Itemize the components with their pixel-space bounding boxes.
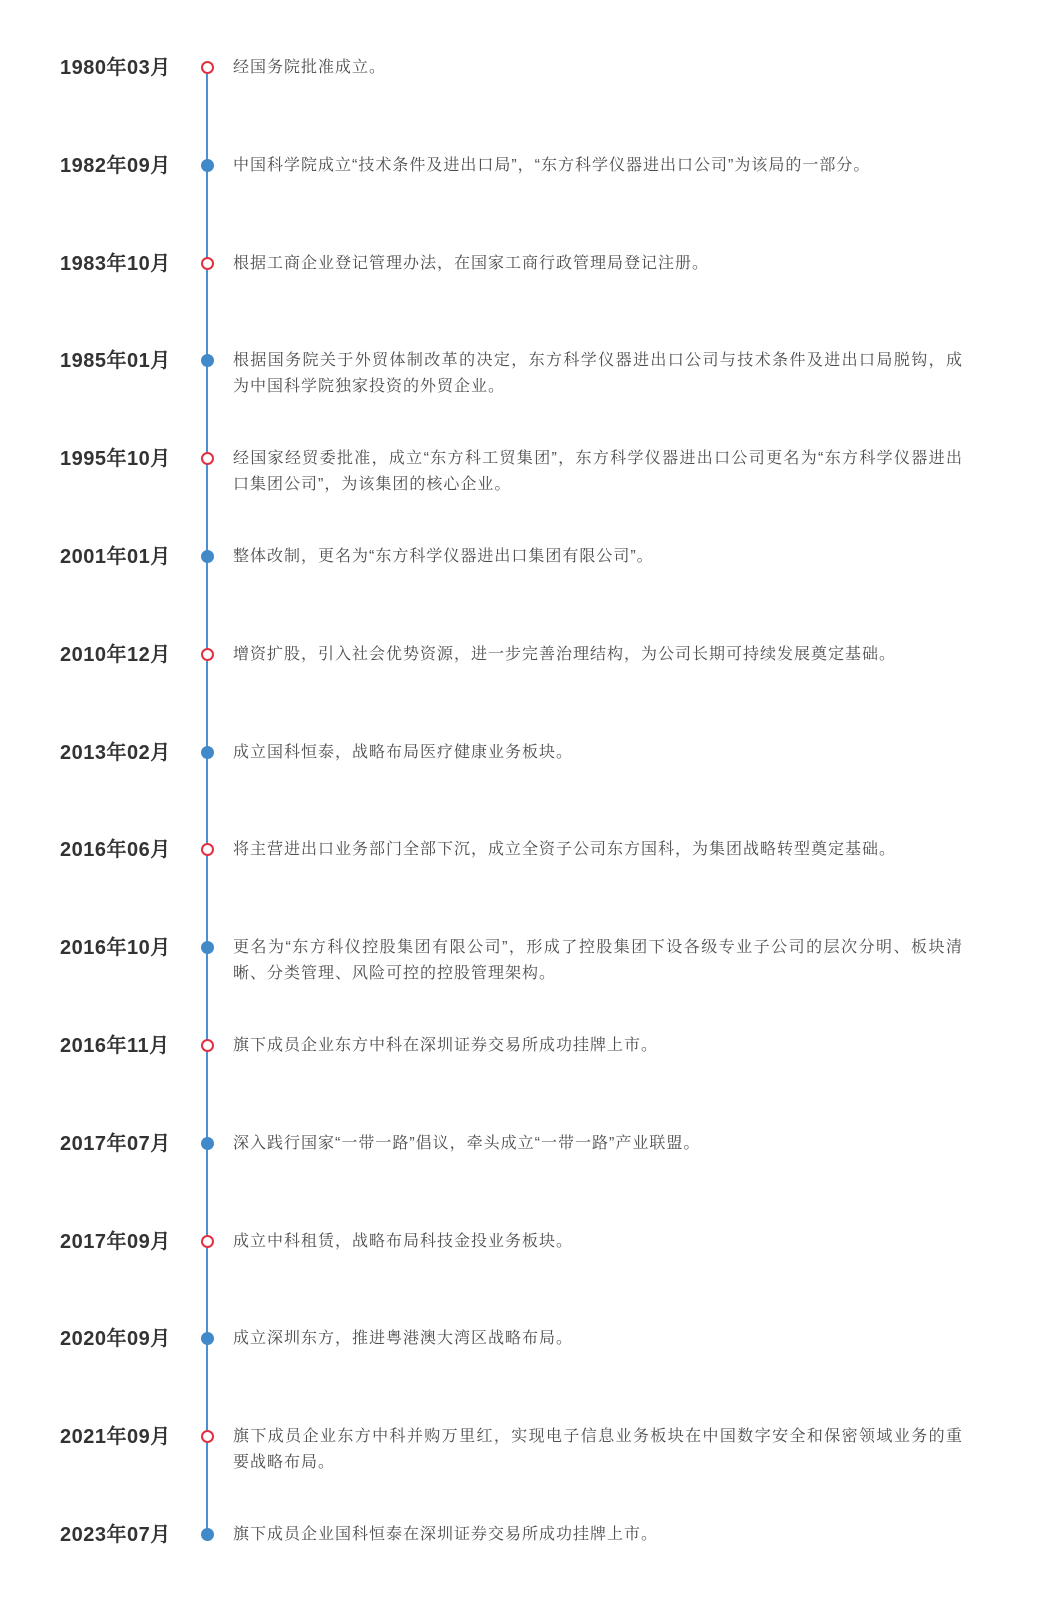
timeline-description: 根据国务院关于外贸体制改革的决定，东方科学仪器进出口公司与技术条件及进出口局脱钩，成为中国科学院独家投资的外贸企业。 [233,352,963,396]
timeline-description: 经国务院批准成立。 [233,59,387,76]
timeline-description: 整体改制，更名为“东方科学仪器进出口集团有限公司”。 [233,548,654,565]
marker-ring-icon [201,61,214,74]
timeline-description: 成立中科租赁，战略布局科技金投业务板块。 [233,1232,574,1250]
marker-dot-icon [201,1332,214,1345]
timeline-item [0,445,1064,494]
marker-ring-icon [201,452,214,465]
timeline-description: 旗下成员企业国科恒泰在深圳证券交易所成功挂牌上市。 [233,1526,659,1543]
timeline-item [0,250,1064,278]
timeline-item [0,1521,1064,1549]
marker-dot-icon [201,354,214,367]
timeline-date: 2017年07月 [60,1132,171,1155]
timeline-item [0,543,1064,571]
marker-dot-icon [201,159,214,172]
marker-ring-icon [201,257,214,270]
timeline-date: 1995年10月 [60,448,171,471]
timeline-description: 经国家经贸委批准，成立“东方科工贸集团”，东方科学仪器进出口公司更名为“东方科学仪器进出口集团公司”，为该集团的核心企业。 [233,450,963,494]
timeline-date: 2017年09月 [60,1230,171,1253]
timeline-date: 1980年03月 [60,57,171,79]
timeline-date: 1985年01月 [60,350,171,373]
timeline-date: 1982年09月 [60,154,171,177]
timeline-description: 根据工商企业登记管理办法，在国家工商行政管理局登记注册。 [233,254,710,272]
timeline-item [0,1228,1064,1256]
timeline-date: 2010年12月 [60,643,171,666]
marker-ring-icon [201,1039,214,1052]
timeline-item [0,739,1064,767]
timeline-description: 深入践行国家“一带一路”倡议，牵头成立“一带一路”产业联盟。 [233,1134,701,1152]
timeline-item [0,1423,1064,1472]
timeline-item [0,152,1064,180]
timeline-item [0,347,1064,396]
timeline-item [0,54,1064,82]
marker-dot-icon [201,746,214,759]
timeline-item [0,934,1064,983]
timeline-date: 2023年07月 [60,1524,171,1546]
marker-dot-icon [201,1137,214,1150]
timeline-description: 中国科学院成立“技术条件及进出口局”，“东方科学仪器进出口公司”为该局的一部分。 [233,156,871,174]
timeline-date: 2001年01月 [60,546,171,568]
timeline-item [0,1325,1064,1353]
timeline-description: 旗下成员企业东方中科并购万里红，实现电子信息业务板块在中国数字安全和保密领域业务的重要战略布局。 [233,1428,963,1472]
marker-dot-icon [201,550,214,563]
timeline-date: 2016年06月 [60,839,171,862]
timeline-date: 2016年11月 [60,1035,170,1057]
timeline-item [0,836,1064,864]
marker-dot-icon [201,941,214,954]
timeline-item [0,641,1064,669]
marker-ring-icon [201,1235,214,1248]
marker-ring-icon [201,1430,214,1443]
marker-dot-icon [201,1528,214,1541]
timeline-date: 1983年10月 [60,252,171,275]
timeline-vertical-line [206,68,208,1535]
timeline-item [0,1130,1064,1158]
timeline-description: 增资扩股，引入社会优势资源，进一步完善治理结构，为公司长期可持续发展奠定基础。 [233,645,897,663]
timeline-date: 2016年10月 [60,937,171,960]
timeline-item [0,1032,1064,1060]
timeline-description: 更名为“东方科仪控股集团有限公司”，形成了控股集团下设各级专业子公司的层次分明、板块清晰、分类管理、风险可控的控股管理架构。 [233,939,963,983]
marker-ring-icon [201,843,214,856]
timeline-date: 2021年09月 [60,1426,171,1449]
timeline-description: 旗下成员企业东方中科在深圳证券交易所成功挂牌上市。 [233,1037,659,1054]
timeline-date: 2020年09月 [60,1328,171,1351]
timeline-date: 2013年02月 [60,741,171,764]
timeline-description: 将主营进出口业务部门全部下沉，成立全资子公司东方国科，为集团战略转型奠定基础。 [233,841,897,859]
marker-ring-icon [201,648,214,661]
timeline-description: 成立深圳东方，推进粤港澳大湾区战略布局。 [233,1330,574,1348]
timeline-description: 成立国科恒泰，战略布局医疗健康业务板块。 [233,743,574,761]
